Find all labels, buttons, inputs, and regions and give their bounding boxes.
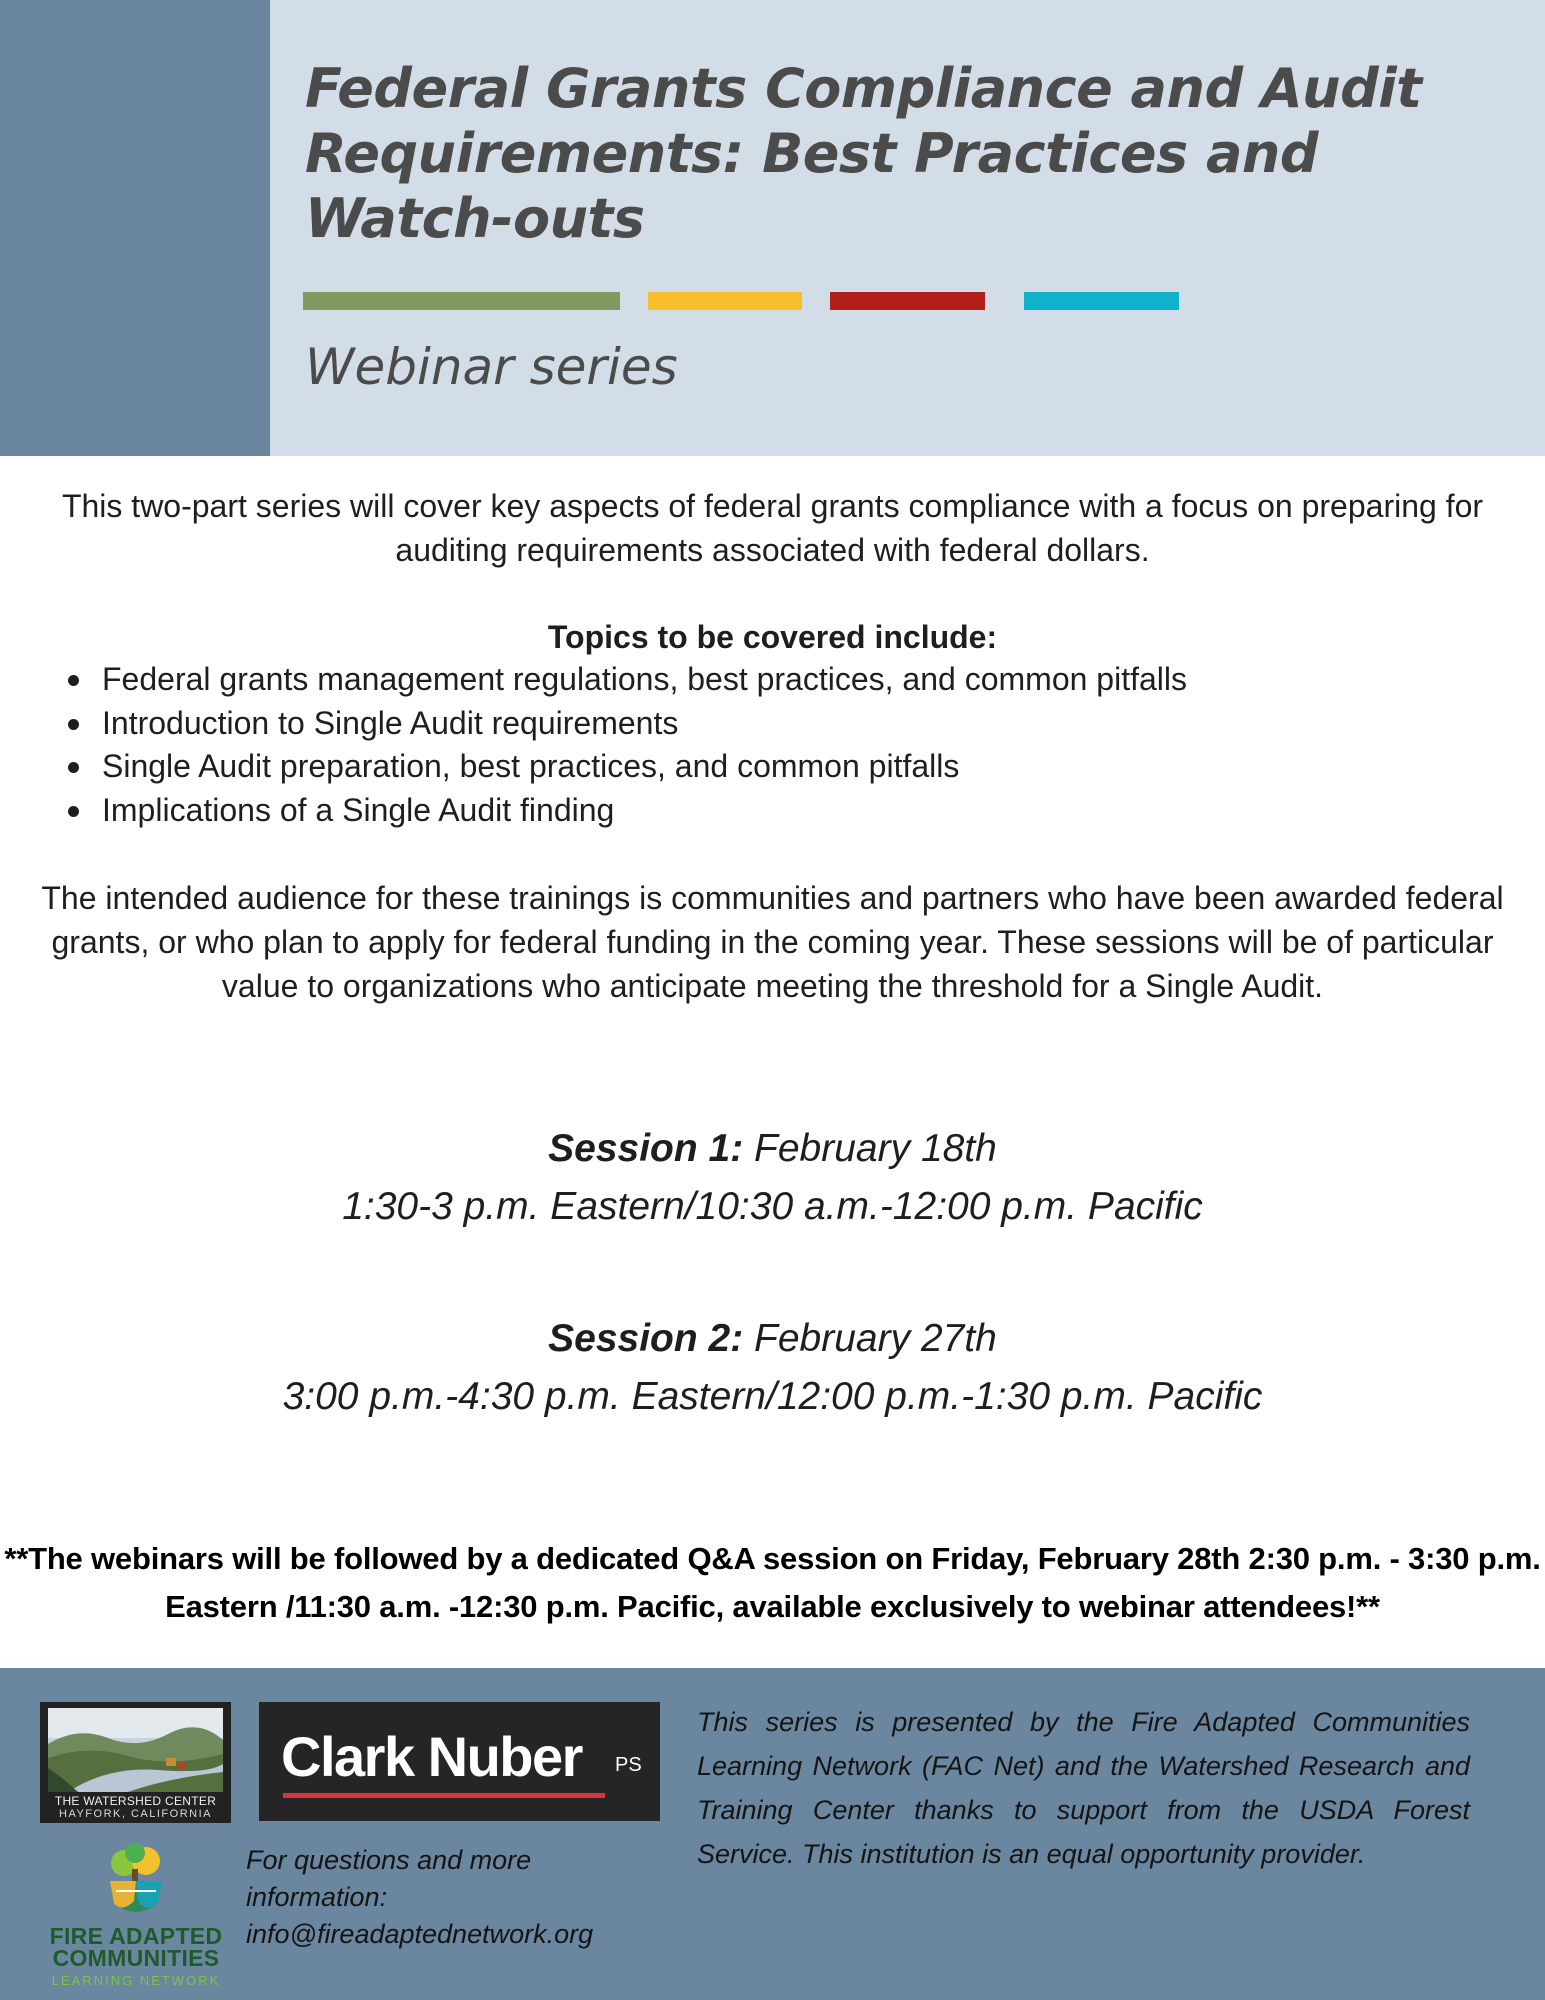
bullet-icon	[68, 719, 79, 730]
clark-nuber-logo	[259, 1702, 660, 1821]
qa-notice: **The webinars will be followed by a dedicated Q&A session on Friday, February 28th 2:30 p.m. - 3:30 p.m. Eastern /11:30 a.m. -12:30 p.m. Pacific, available exclusively to webinar attendees!**	[4, 1541, 1541, 1624]
list-item	[102, 702, 1187, 746]
session-2-time: 3:00 p.m.-4:30 p.m. Eastern/12:00 p.m.-1:30 p.m. Pacific	[282, 1375, 1263, 1418]
watershed-logo-line1: THE WATERSHED CENTER	[54, 1794, 217, 1808]
watershed-center-logo	[40, 1702, 231, 1823]
list-item	[102, 745, 1187, 789]
session-2-date: February 27th	[754, 1317, 997, 1360]
page-subtitle: Webinar series	[305, 338, 678, 396]
clark-nuber-suffix: PS	[615, 1754, 642, 1776]
clark-nuber-wordmark: Clark Nuber	[281, 1725, 582, 1788]
list-item	[102, 789, 1187, 833]
audience-paragraph: The intended audience for these trainings is communities and partners who have been awarded federal grants, or who plan to apply for federal funding in the coming year. These sessions will be of particular value to organizations who anticipate meeting the threshold for a Single Audit.	[41, 880, 1504, 1004]
watershed-landscape-icon	[48, 1708, 223, 1792]
color-stripe-green	[303, 292, 620, 310]
list-item	[102, 658, 1187, 702]
session-2-date-line	[0, 1310, 1545, 1368]
topic-text: Single Audit preparation, best practices, and common pitfalls	[102, 748, 960, 784]
color-stripe-teal	[1024, 292, 1179, 310]
session-1-date: February 18th	[754, 1127, 997, 1170]
fire-adapted-communities-logo	[46, 1843, 226, 1991]
session-2-label: Session 2:	[548, 1317, 744, 1360]
watershed-logo-line2: HAYFORK, CALIFORNIA	[59, 1808, 212, 1820]
topic-text: Introduction to Single Audit requirements	[102, 704, 679, 741]
bullet-icon	[68, 675, 79, 686]
contact-info: For questions and more information: info@fireadaptednetwork.org	[246, 1845, 594, 1949]
header-banner	[0, 0, 1545, 456]
bullet-icon	[68, 806, 79, 817]
fac-logo-line3: LEARNING NETWORK	[51, 1973, 221, 1988]
session-1-date-line	[0, 1120, 1545, 1178]
intro-paragraph: This two-part series will cover key aspects of federal grants compliance with a focus on preparing for auditing requirements associated with federal dollars.	[61, 488, 1484, 568]
session-1-time: 1:30-3 p.m. Eastern/10:30 a.m.-12:00 p.m. Pacific	[342, 1185, 1203, 1228]
header-side-panel	[0, 0, 270, 456]
topics-heading: Topics to be covered include:	[547, 619, 998, 655]
session-2	[0, 1310, 1545, 1426]
fac-logo-line2: COMMUNITIES	[52, 1945, 220, 1971]
color-stripe-red	[830, 292, 985, 310]
topic-text: Federal grants management regulations, best practices, and common pitfalls	[102, 661, 1187, 697]
bullet-icon	[68, 762, 79, 773]
topics-list	[102, 658, 1187, 832]
sponsor-credits: This series is presented by the Fire Adapted Communities Learning Network (FAC Net) and the Watershed Research and Training Center thanks to support from the USDA Forest Service. This institution is an equal opportunity provider.	[697, 1707, 1470, 1869]
session-1	[0, 1120, 1545, 1236]
color-stripe-yellow	[648, 292, 802, 310]
fac-logo-line1: FIRE ADAPTED	[49, 1923, 223, 1949]
clark-nuber-underline	[283, 1793, 605, 1798]
tree-shield-icon	[46, 1843, 226, 1923]
page-title: Federal Grants Compliance and Audit Requirements: Best Practices and Watch-outs	[305, 57, 1422, 250]
session-1-label: Session 1:	[548, 1127, 744, 1170]
topic-text: Implications of a Single Audit finding	[102, 791, 615, 828]
